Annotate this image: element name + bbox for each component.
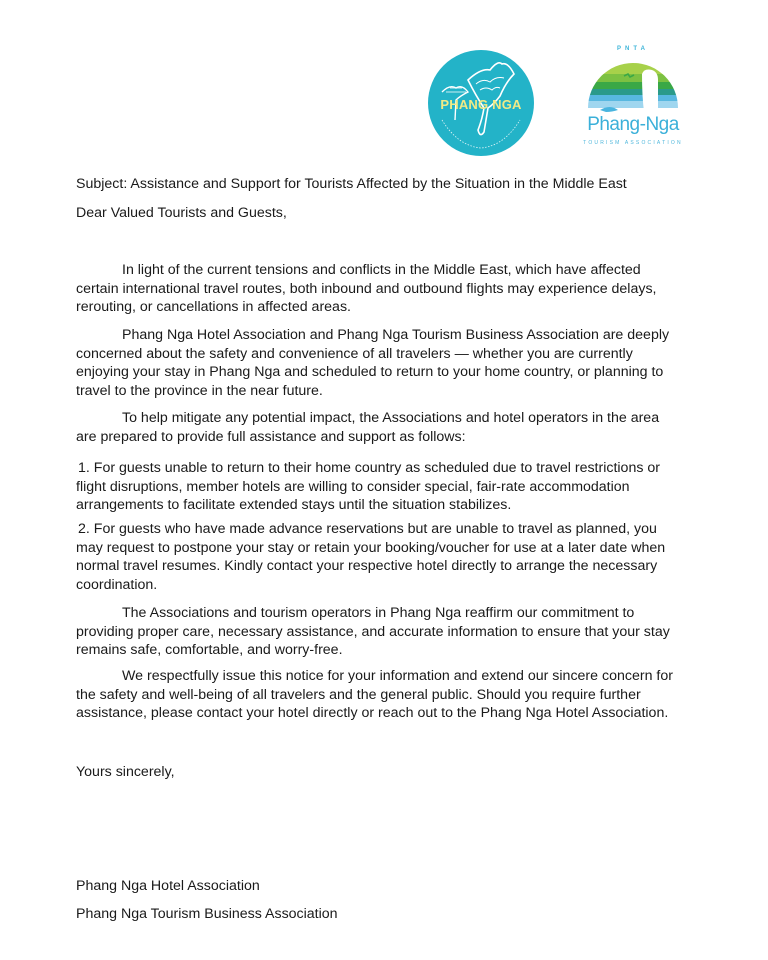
pnta-name: Phang-Nga <box>587 114 679 135</box>
closing-paragraph-2: We respectfully issue this notice for your information and extend our sincere concern for the safety and well-being of all travelers and the general public. Should you require further assistance, please contact your hotel directly or reach out to the Phang Nga Hotel Association. <box>76 668 673 721</box>
body-paragraph-3: To help mitigate any potential impact, the Associations and hotel operators in the area are prepared to provide full assistance and support as follows: <box>76 410 660 445</box>
signatory-1: Phang Nga Hotel Association <box>76 878 260 894</box>
pnta-acronym: PNTA <box>617 46 649 52</box>
phang-nga-hotel-association-logo <box>428 50 534 156</box>
pnta-subtitle: TOURISM ASSOCIATION <box>583 140 683 146</box>
letter-salutation: Dear Valued Tourists and Guests, <box>76 205 287 221</box>
body-paragraph-2: Phang Nga Hotel Association and Phang Nga Tourism Business Association are deeply concerned about the safety and convenience of all travelers — whether you are currently enjoying your stay in Phang Nga and scheduled to return to your home country, or planning to travel to the province in the near future. <box>76 327 670 399</box>
list-item-2: 2. For guests who have made advance reservations but are unable to travel as planned, you may request to postpone your stay or retain your booking/voucher for use at a later date when normal travel resumes. Kindly contact your respective hotel directly to arrange the necessary coordination. <box>76 521 666 593</box>
letter-subject: Subject: Assistance and Support for Tourists Affected by the Situation in the Middle East <box>76 176 627 192</box>
closing-paragraph-1: The Associations and tourism operators in Phang Nga reaffirm our commitment to providing proper care, necessary assistance, and accurate information to ensure that your stay remains safe, comfortable, and worry-free. <box>76 605 670 658</box>
pnta-tourism-association-logo <box>578 46 688 156</box>
logo-left-text: PHANG NGA <box>440 97 522 112</box>
list-item-1: 1. For guests unable to return to their home country as scheduled due to travel restrictions or flight disruptions, member hotels are willing to consider special, fair-rate accommodation arrangements to facilitate extended stays until the situation stabilizes. <box>76 460 660 513</box>
signatory-2: Phang Nga Tourism Business Association <box>76 906 338 922</box>
sign-off: Yours sincerely, <box>76 764 175 780</box>
body-paragraph-1: In light of the current tensions and conflicts in the Middle East, which have affected certain international travel routes, both inbound and outbound flights may experience delays, rerouting, or cancellations in affected areas. <box>76 262 657 315</box>
